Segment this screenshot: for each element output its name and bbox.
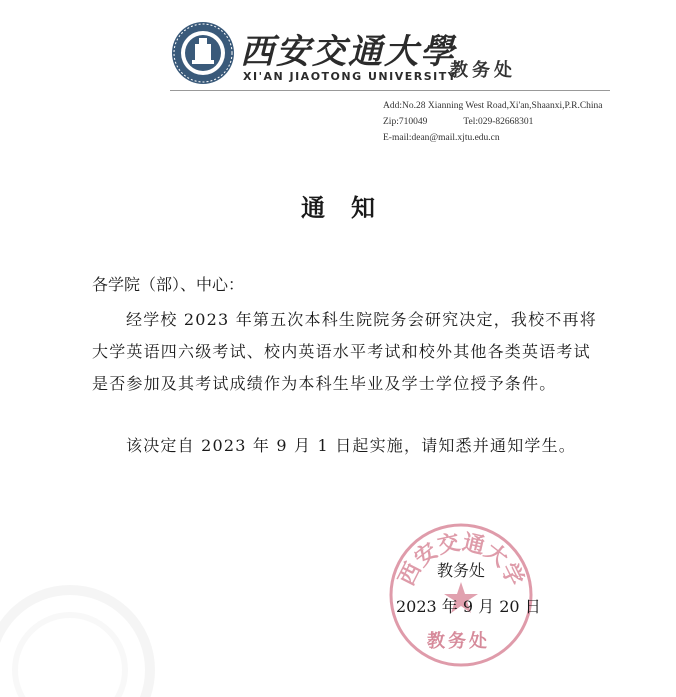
- office-name: 教务处: [450, 60, 516, 81]
- seal-office-text: 教务处: [427, 631, 490, 652]
- signature-date: 2023 年 9 月 20 日: [396, 597, 541, 616]
- contact-address: Add:No.28 Xianning West Road,Xi'an,Shaanxi,P.R.China: [383, 101, 603, 111]
- contact-block: [383, 98, 603, 146]
- university-emblem-icon: [170, 20, 236, 86]
- contact-email: E-mail:dean@mail.xjtu.edu.cn: [383, 133, 500, 143]
- signature-office: 教务处: [437, 561, 486, 580]
- notice-paragraph-1: 经学校 2023 年第五次本科生院院务会研究决定，我校不再将大学英语四六级考试、校内英语水平考试和校外其他各类英语考试是否参加及其考试成绩作为本科生毕业及学士学位授予条件。: [92, 310, 597, 393]
- watermark-icon: [0, 560, 260, 697]
- svg-text:西安交通大学: 西安交通大学: [394, 530, 528, 591]
- notice-paragraph-2: 该决定自 2023 年 9 月 1 日起实施，请知悉并通知学生。: [126, 436, 576, 455]
- university-name-en: XI'AN JIAOTONG UNIVERSITY: [243, 70, 458, 83]
- notice-salutation: 各学院（部）、中心：: [92, 275, 245, 294]
- letterhead-divider: [170, 90, 610, 91]
- contact-zip: Zip:710049: [383, 117, 428, 127]
- contact-tel: Tel:029-82668301: [463, 117, 534, 127]
- contact-zip-tel: [383, 114, 603, 130]
- notice-title: 通知: [301, 194, 401, 222]
- university-name-cn: 西安交通大學: [240, 32, 456, 72]
